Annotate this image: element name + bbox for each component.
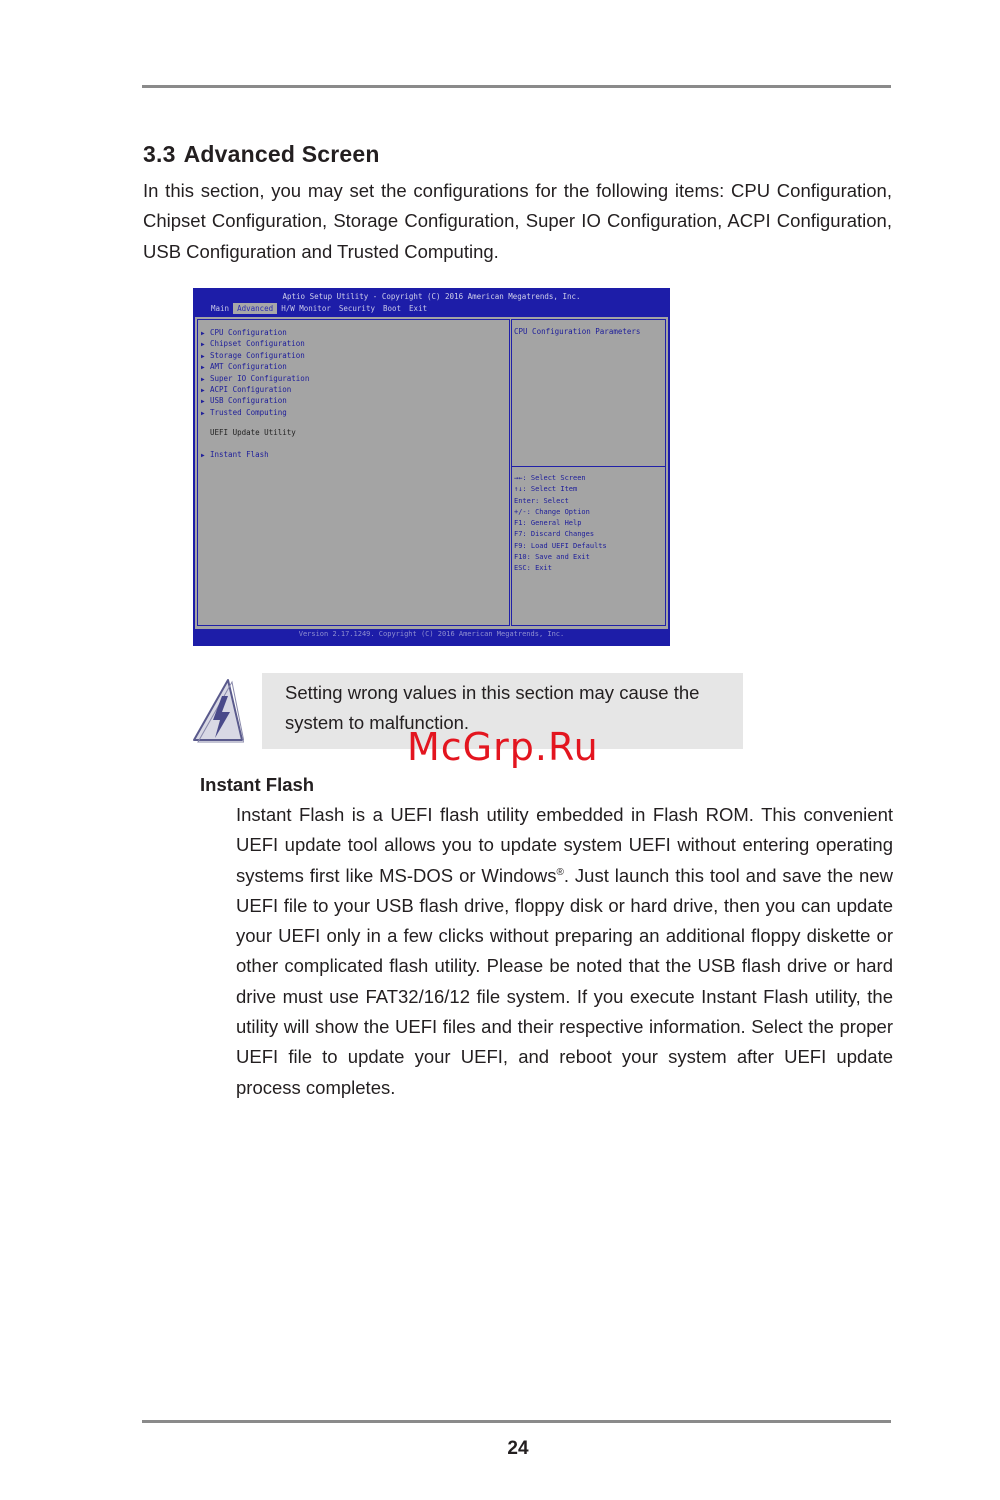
submenu-arrow-icon: ▶	[201, 341, 205, 349]
bios-tab-boot[interactable]: Boot	[382, 304, 402, 313]
bios-tab-main[interactable]: Main	[211, 304, 230, 313]
bios-tab-exit[interactable]: Exit	[409, 304, 428, 313]
bios-menu-item-label: USB Configuration	[210, 396, 287, 406]
header-rule	[142, 85, 891, 88]
submenu-arrow-icon: ▶	[201, 398, 205, 406]
bios-menu-item-label: Instant Flash	[210, 450, 269, 459]
submenu-arrow-icon: ▶	[201, 409, 205, 417]
bios-menu-item-amt[interactable]	[201, 361, 309, 372]
bios-key-hint: ESC: Exit	[514, 564, 552, 573]
bios-menu-item-label: Trusted Computing	[210, 407, 287, 417]
bios-menu-item-label: AMT Configuration	[210, 362, 287, 372]
bios-menu-item-acpi[interactable]	[201, 384, 309, 395]
registered-mark: ®	[556, 866, 564, 878]
bios-title: Aptio Setup Utility - Copyright (C) 2016 American Megatrends, Inc.	[282, 292, 581, 301]
bios-menu-item-label: ACPI Configuration	[210, 384, 292, 394]
bios-key-hint: Enter: Select	[514, 496, 569, 505]
submenu-arrow-icon: ▶	[201, 352, 205, 360]
page-number: 24	[507, 1438, 529, 1459]
bios-menu-item-cpu[interactable]	[201, 327, 309, 338]
bios-key-hint: F10: Save and Exit	[514, 553, 590, 562]
submenu-arrow-icon: ▶	[201, 375, 205, 383]
bios-menu-item-label: Chipset Configuration	[210, 339, 305, 349]
submenu-arrow-icon: ▶	[201, 330, 205, 337]
bios-help-panel	[511, 319, 666, 626]
submenu-arrow-icon: ▶	[201, 364, 205, 372]
bios-menu-item-label: Storage Configuration	[210, 350, 305, 360]
bios-help-divider	[512, 466, 665, 467]
bios-menu-item-super-io[interactable]	[201, 373, 309, 384]
bios-menu-item-usb[interactable]	[201, 395, 309, 406]
submenu-arrow-icon: ▶	[201, 452, 205, 459]
intro-paragraph: In this section, you may set the configurations for the following items: CPU Configuration, Chipset Configuration, Storage Configuration, Super IO Configuration, ACPI Configuration, USB Configuration and Trusted Computing.	[143, 180, 892, 262]
bios-key-legend	[514, 473, 607, 575]
bios-key-hint: ↑↓: Select Item	[514, 485, 578, 494]
bios-menu-panel	[197, 319, 510, 626]
bios-menu-item-label: Super IO Configuration	[210, 373, 310, 383]
bios-key-hint: F7: Discard Changes	[514, 530, 595, 539]
section-title-text: Advanced Screen	[183, 141, 380, 167]
submenu-arrow-icon: ▶	[201, 386, 205, 394]
bios-key-hint: +/-: Change Option	[514, 507, 590, 516]
section-number: 3.3	[143, 141, 176, 167]
bios-menu-item-storage[interactable]	[201, 350, 309, 361]
bios-menu-item-trusted-computing[interactable]	[201, 407, 309, 418]
bios-uefi-update-label: UEFI Update Utility	[210, 428, 296, 437]
bios-menu-item-label: CPU Configuration	[210, 328, 287, 337]
instant-flash-heading: Instant Flash	[200, 774, 315, 795]
bios-menu-item-instant-flash[interactable]	[201, 450, 269, 459]
bios-key-hint: F1: General Help	[514, 519, 582, 528]
caution-text: Setting wrong values in this section may cause the system to malfunction.	[285, 682, 700, 734]
bios-footer: Version 2.17.1249. Copyright (C) 2016 American Megatrends, Inc.	[298, 630, 565, 638]
bios-menu-item-chipset[interactable]	[201, 338, 309, 349]
bios-tab-hw-monitor[interactable]: H/W Monitor	[281, 304, 331, 313]
bios-screenshot	[193, 288, 670, 646]
bios-tab-advanced[interactable]: Advanced	[233, 303, 277, 314]
bios-body	[195, 317, 668, 629]
instant-flash-text-part2: . Just launch this tool and save the new UEFI file to your USB flash drive, floppy disk or hard drive, then you can update your UEFI only in a few clicks without preparing an additional floppy diskette or other complicated flash utility. Please be noted that the USB flash drive or hard drive must use FAT32/16/12 file system. If you execute Instant Flash utility, the utility will show the UEFI files and their respective information. Select the proper UEFI file to update your UEFI, and reboot your system after UEFI update process completes.	[236, 864, 893, 1098]
bios-tab-security[interactable]: Security	[338, 304, 375, 313]
caution-lightning-icon	[192, 678, 244, 746]
instant-flash-text-part1: Instant Flash is a UEFI flash utility embedded in Flash ROM. This convenient UEFI update tool allows you to update system UEFI without entering operating systems first like MS-DOS or Windows	[236, 804, 893, 886]
bios-menu-list	[201, 327, 309, 418]
bios-help-text: CPU Configuration Parameters	[514, 327, 641, 336]
section-title	[143, 141, 388, 168]
watermark: McGrp.Ru	[407, 725, 599, 769]
footer-rule	[142, 1420, 891, 1423]
bios-tab-bar	[207, 303, 431, 314]
bios-key-hint: F9: Load UEFI Defaults	[514, 541, 607, 550]
instant-flash-paragraph	[236, 800, 893, 1103]
bios-key-hint: →←: Select Screen	[514, 474, 586, 482]
